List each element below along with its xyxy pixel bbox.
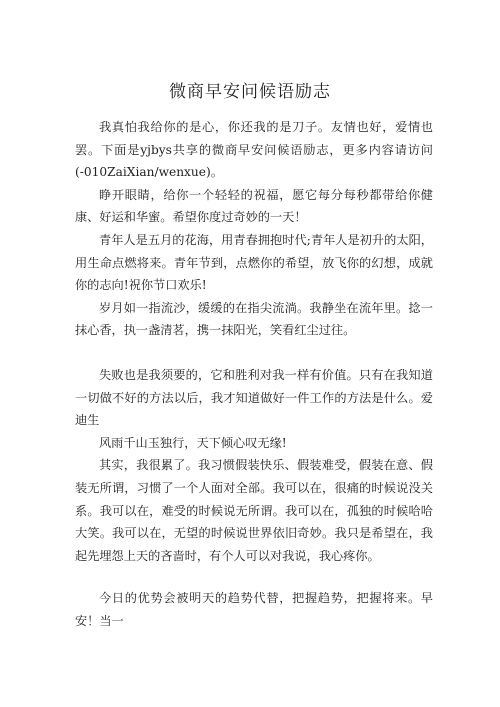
paragraph-tired: 其实，我很累了。我习惯假装快乐、假装难受，假装在意、假装无所谓，习惯了一个人面对全部。我可以在，很痛的时候说没关系。我可以在，难受的时候说无所谓。我可以在，孤独的时候哈哈大笑。我可以在，无望的时候说世界依旧奇妙。我只是希望在，我起先埋怨上天的吝啬时，有个人可以对我说，我心疼你。 xyxy=(75,458,433,563)
paragraph-wind-rain: 风雨千山玉独行，天下倾心叹无缘! xyxy=(99,435,287,450)
document-body xyxy=(75,116,433,632)
paragraph-time-sand: 岁月如一指流沙，缓缓的在指尖流淌。我静坐在流年里。捻一抹心香，执一盏清茗，携一抹阳光，笑看红尘过往。 xyxy=(75,300,433,338)
paragraph-youth-day: 青年人是五月的花海，用青春拥抱时代;青年人是初升的太阳，用生命点燃将来。青年节到，点燃你的希望，放飞你的幻想，成就你的志向!祝你节口欢乐! xyxy=(75,232,433,293)
paragraph-trend: 今日的优势会被明天的趋势代替，把握趋势，把握将来。早安！当一 xyxy=(75,591,433,628)
paragraph-morning-wish: 睁开眼睛，给你一个轻轻的祝福，愿它每分每秒都带给你健康、好运和华蜜。希望你度过奇妙的一天！ xyxy=(75,187,433,225)
paragraph-edison-quote: 失败也是我须要的，它和胜利对我一样有价值。只有在我知道一切做不好的方法以后，我才知道做好一件工作的方法是什么。爱迪生 xyxy=(75,367,433,428)
paragraph-intro: 我真怕我给你的是心，你还我的是刀子。友情也好，爱情也罢。下面是yjbys共享的微商早安问候语励志，更多内容请访问(-010ZaiXian/wenxue)。 xyxy=(75,120,433,180)
document-title: 微商早安问候语励志 xyxy=(169,82,331,102)
